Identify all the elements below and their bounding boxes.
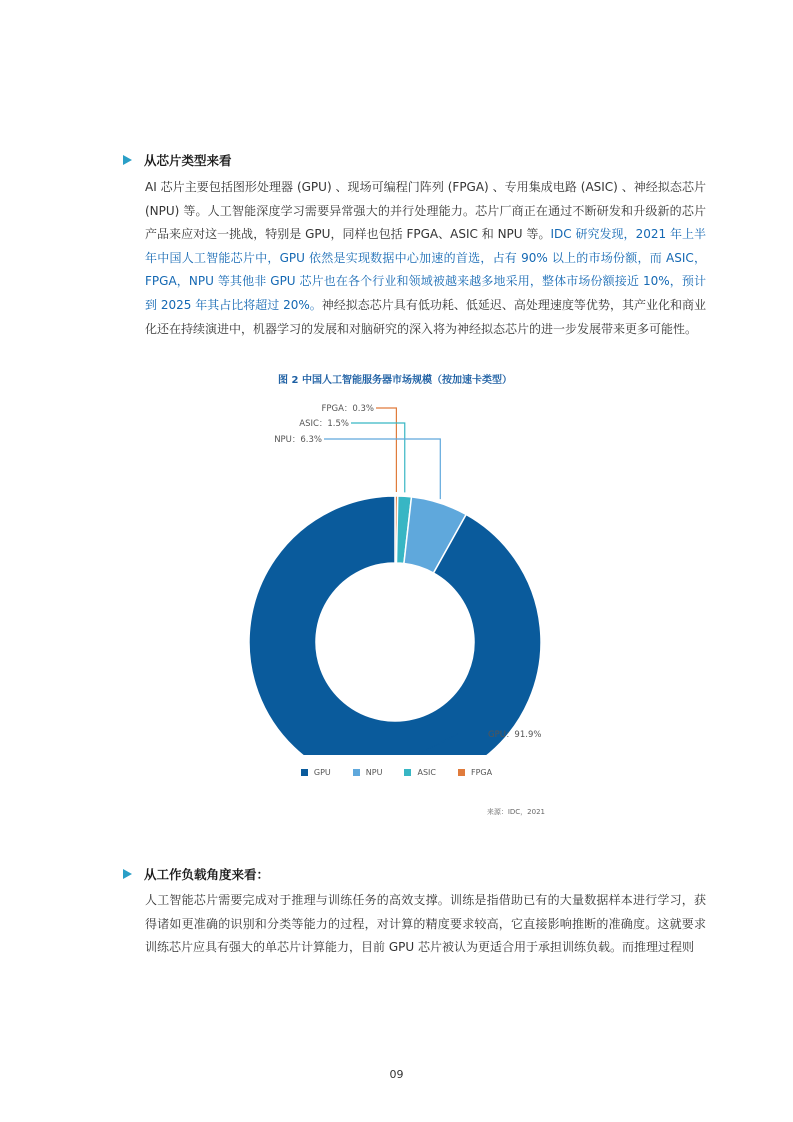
legend-label: GPU xyxy=(313,768,331,777)
legend-swatch xyxy=(353,769,360,776)
legend-item-gpu xyxy=(301,768,331,777)
triangle-bullet-icon xyxy=(123,155,132,165)
section-title: 从工作负载角度来看： xyxy=(144,867,270,882)
legend-item-fpga xyxy=(458,768,492,777)
highlighted-text: IDC 研究发现，2021 年上半年中国人工智能芯片中，GPU 依然是实现数据中心加速的首选，占有 90% 以上的市场份额，而 ASIC，FPGA，NPU 等其他非 GPU 芯片也在各个行业和领域被越来越多地采用，整体市场份额接近 10%，预计到 2025 年其占比将超过 20%。 xyxy=(145,227,707,312)
section-heading-chip-type xyxy=(123,151,232,169)
figure-source: 来源：IDC，2021 xyxy=(486,808,545,816)
legend-item-npu xyxy=(353,768,383,777)
leader-line-fpga xyxy=(376,408,396,492)
legend-label: NPU xyxy=(365,768,383,777)
slice-gpu xyxy=(249,496,541,755)
data-label-npu: NPU：6.3% xyxy=(274,435,322,445)
legend-swatch xyxy=(301,769,308,776)
figure-title: 图 2 中国人工智能服务器市场规模（按加速卡类型） xyxy=(278,375,512,386)
data-label-asic: ASIC：1.5% xyxy=(299,419,349,429)
legend-label: ASIC xyxy=(417,768,436,777)
page-number: 09 xyxy=(389,1068,404,1081)
paragraph-text: AI 芯片主要包括图形处理器 (GPU) 、现场可编程门阵列 (FPGA) 、专用集成电路 (ASIC) 、神经拟态芯片 (NPU) 等。人工智能深度学习需要异常强大的并行处理能力。芯片厂商正在通过不断研发和升级新的芯片产品来应对这一挑战，特别是 GPU，同样也包括 FPGA、ASIC 和 NPU 等。 xyxy=(145,180,706,242)
legend-label: FPGA xyxy=(470,768,493,777)
chart-legend xyxy=(0,768,793,777)
donut-chart xyxy=(230,395,560,755)
legend-swatch xyxy=(404,769,411,776)
triangle-bullet-icon xyxy=(123,869,132,879)
workload-paragraph: 人工智能芯片需要完成对于推理与训练任务的高效支撑。训练是指借助已有的大量数据样本进行学习，获得诸如更准确的识别和分类等能力的过程，对计算的精度要求较高，它直接影响推断的准确度。这就要求训练芯片应具有强大的单芯片计算能力，目前 GPU 芯片被认为更适合用于承担训练负载。而推理过程则 xyxy=(145,893,706,955)
legend-swatch xyxy=(458,769,465,776)
chip-type-paragraph xyxy=(145,176,706,341)
paragraph-text-end: 神经拟态芯片具有低功耗、低延迟、高处理速度等优势，其产业化和商业化还在持续演进中，机器学习的发展和对脑研究的深入将为神经拟态芯片的进一步发展带来更多可能性。 xyxy=(145,297,706,336)
section-heading-workload xyxy=(123,865,269,883)
data-label-fpga: FPGA：0.3% xyxy=(321,404,374,414)
leader-line-npu xyxy=(324,439,440,499)
legend-item-asic xyxy=(404,768,436,777)
section-title: 从芯片类型来看 xyxy=(144,153,232,168)
data-label-gpu: GPU：91.9% xyxy=(488,730,542,740)
